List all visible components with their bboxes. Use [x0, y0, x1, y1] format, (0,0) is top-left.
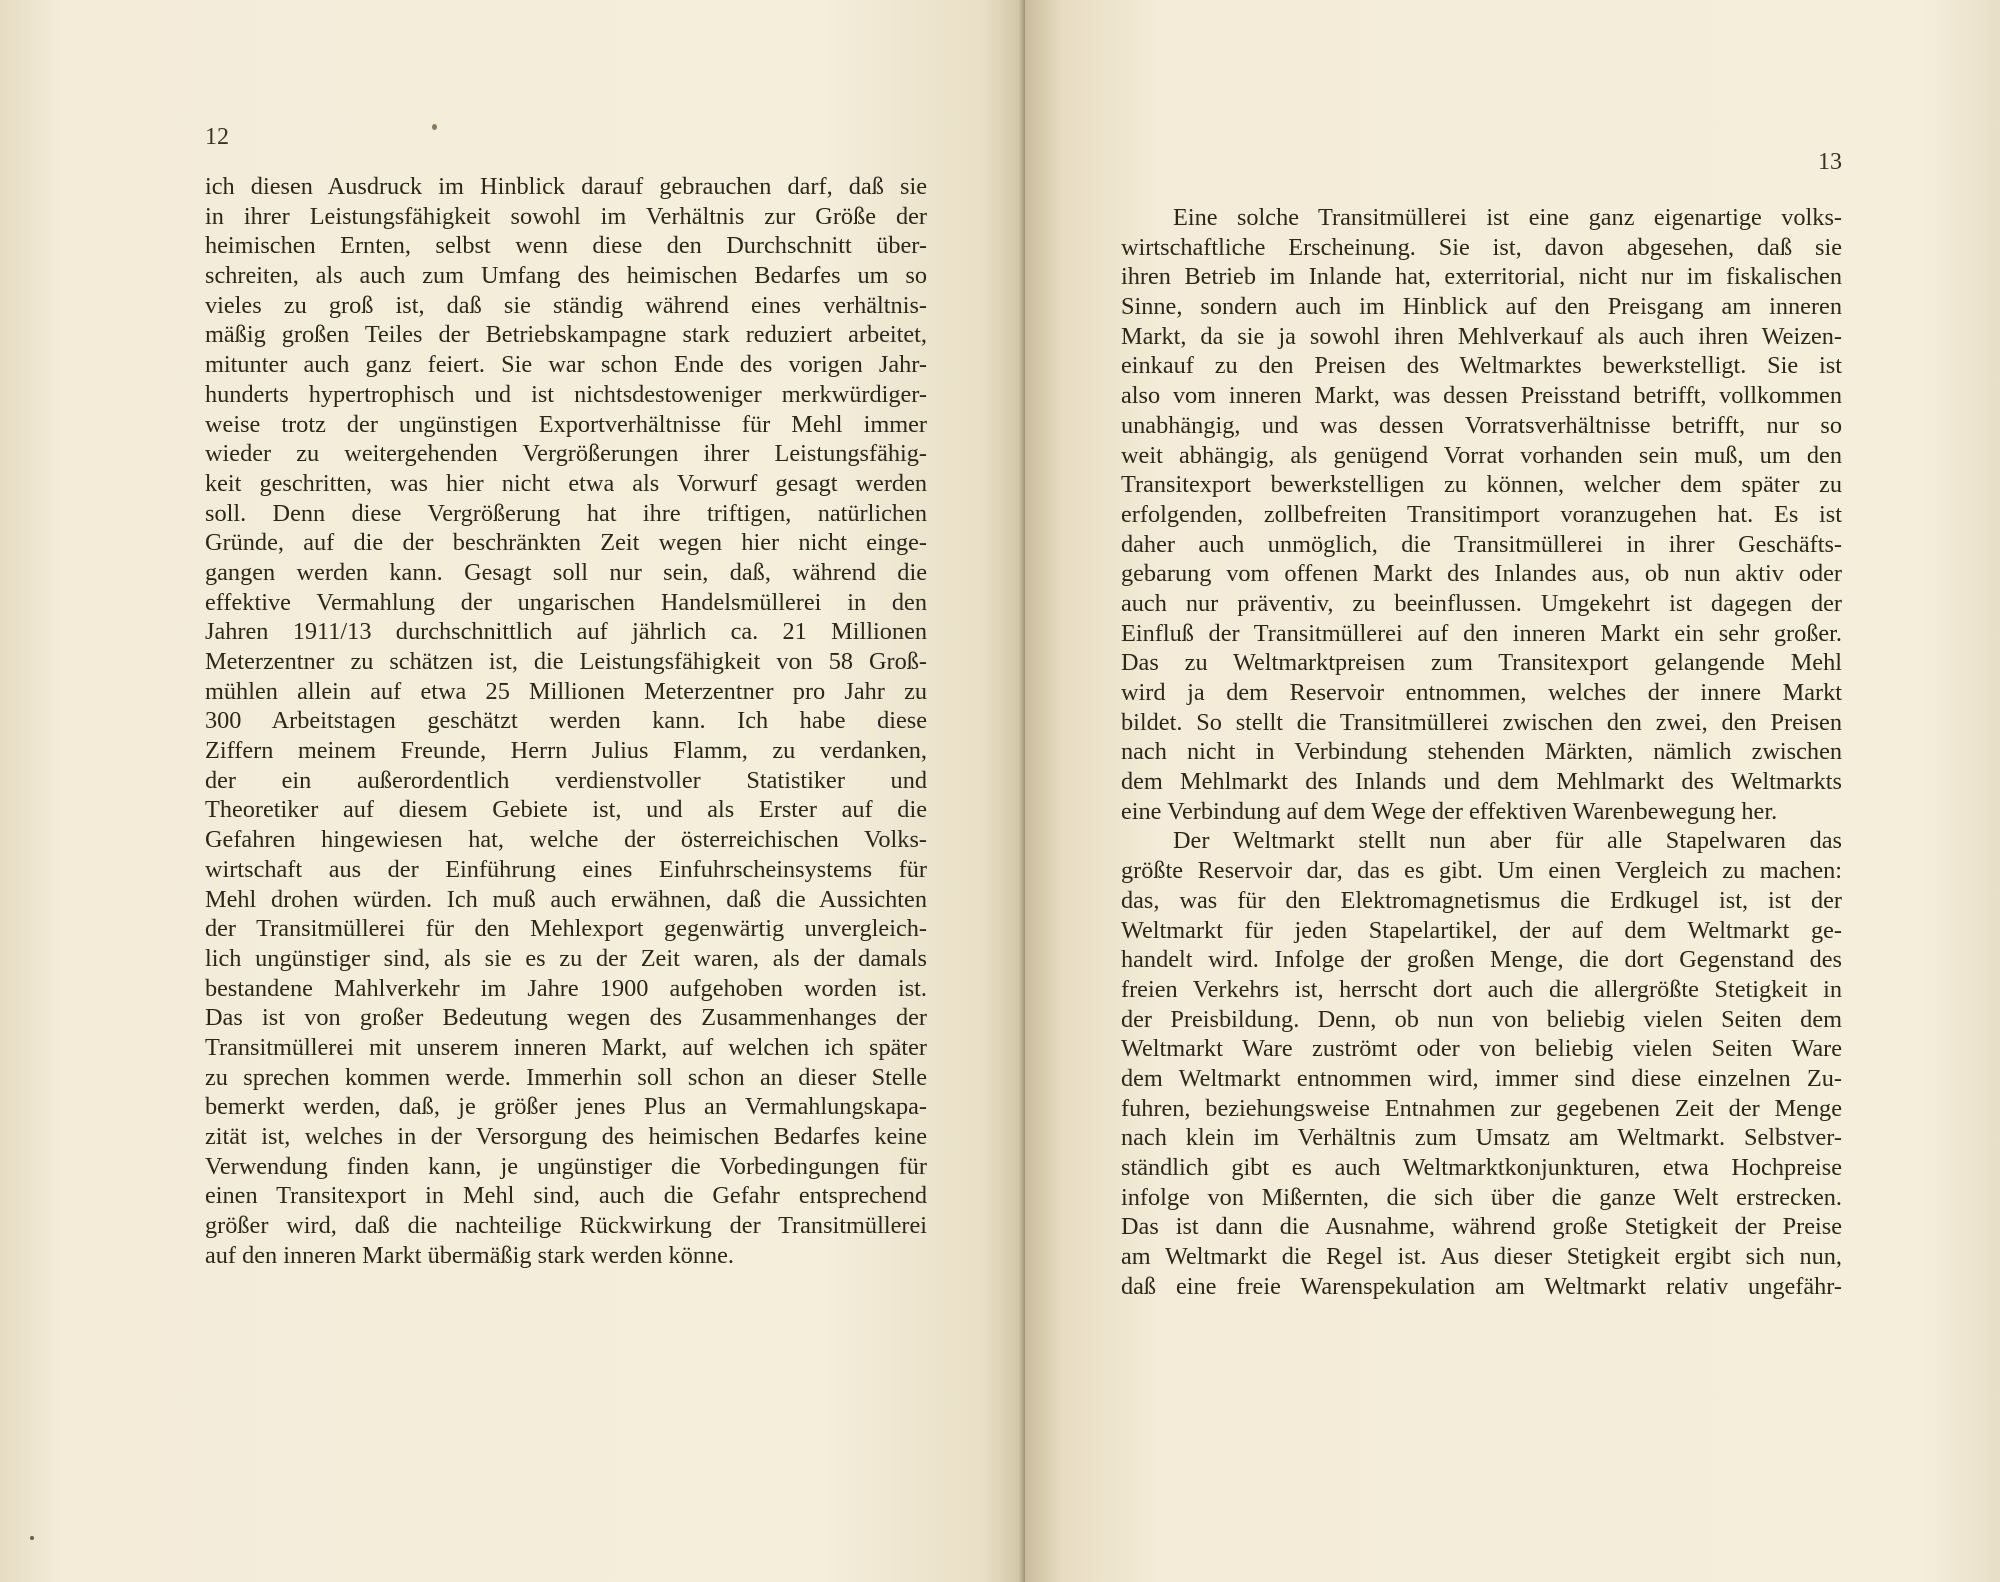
- text-line: zität ist, welches in der Versorgung des heimischen Bedarfes keine: [205, 1123, 927, 1150]
- text-line: Der Weltmarkt stellt nun aber für alle Stapelwaren das: [1173, 827, 1842, 855]
- text-line: der ein außerordentlich verdienstvoller Statistiker und: [205, 766, 927, 794]
- text-line: schreiten, als auch zum Umfang des heimischen Bedarfes um so: [205, 262, 927, 290]
- edge-mark: [30, 1536, 34, 1540]
- text-line: infolge von Mißernten, die sich über die ganze Welt erstrecken.: [1121, 1183, 1842, 1211]
- text-line: mäßig großen Teiles der Betriebskampagne stark reduziert arbeitet,: [205, 321, 927, 349]
- text-line: mitunter auch ganz feiert. Sie war schon Ende des vorigen Jahr-: [205, 351, 927, 379]
- text-line: weit abhängig, als genügend Vorrat vorhanden sein muß, um den: [1121, 441, 1842, 469]
- text-line: bemerkt werden, daß, je größer jenes Plus an Vermahlungskapa-: [205, 1093, 927, 1121]
- page-number-right: 13: [1818, 149, 1842, 175]
- text-line: der Preisbildung. Denn, ob nun von beliebig vielen Seiten dem: [1121, 1005, 1842, 1033]
- text-line: Einfluß der Transitmüllerei auf den inneren Markt ein sehr großer.: [1121, 619, 1842, 647]
- text-line: fuhren, beziehungsweise Entnahmen zur gegebenen Zeit der Menge: [1121, 1094, 1842, 1122]
- text-line: also vom inneren Markt, was dessen Preisstand betrifft, vollkommen: [1121, 382, 1842, 410]
- text-line: wieder zu weitergehenden Vergrößerungen ihrer Leistungsfähig-: [205, 440, 927, 468]
- text-line: Gefahren hingewiesen hat, welche der österreichischen Volks-: [205, 826, 927, 854]
- text-line: Gründe, auf die der beschränkten Zeit wegen hier nicht einge-: [205, 529, 927, 557]
- text-line: bestandene Mahlverkehr im Jahre 1900 aufgehoben worden ist.: [205, 974, 927, 1002]
- text-line: am Weltmarkt die Regel ist. Aus dieser Stetigkeit ergibt sich nun,: [1121, 1243, 1842, 1271]
- text-line: Markt, da sie ja sowohl ihren Mehlverkauf als auch ihren Weizen-: [1121, 322, 1842, 350]
- text-line: zu sprechen kommen werde. Immerhin soll schon an dieser Stelle: [205, 1063, 927, 1091]
- text-line: Transitmüllerei mit unserem inneren Markt, auf welchen ich später: [205, 1033, 927, 1061]
- text-line: größte Reservoir dar, das es gibt. Um einen Vergleich zu machen:: [1121, 857, 1842, 885]
- text-line: Sinne, sondern auch im Hinblick auf den Preisgang am inneren: [1121, 293, 1842, 321]
- text-line: in ihrer Leistungsfähigkeit sowohl im Verhältnis zur Größe der: [205, 202, 927, 230]
- left-page-text: [205, 172, 927, 1270]
- text-line: ich diesen Ausdruck im Hinblick darauf gebrauchen darf, daß sie: [205, 173, 927, 200]
- text-line: Mehl drohen würden. Ich muß auch erwähnen, daß die Aussichten: [205, 885, 927, 913]
- text-line: ihren Betrieb im Inlande hat, exterritorial, nicht nur im fiskalischen: [1121, 263, 1842, 291]
- text-line: freien Verkehrs ist, herrscht dort auch die allergrößte Stetigkeit in: [1121, 975, 1842, 1003]
- text-line: Transitexport bewerkstelligen zu können, welcher dem später zu: [1121, 471, 1842, 499]
- text-line: Eine solche Transitmüllerei ist eine ganz eigenartige volks-: [1173, 204, 1842, 231]
- text-line: Das ist dann die Ausnahme, während große Stetigkeit der Preise: [1121, 1213, 1842, 1241]
- text-line: Ziffern meinem Freunde, Herrn Julius Flamm, zu verdanken,: [205, 737, 927, 765]
- text-line: Weltmarkt für jeden Stapelartikel, der auf dem Weltmarkt ge-: [1121, 916, 1842, 944]
- ink-speck: [432, 124, 437, 130]
- text-line: das, was für den Elektromagnetismus die Erdkugel ist, ist der: [1121, 886, 1842, 914]
- text-line: auch nur präventiv, zu beeinflussen. Umgekehrt ist dagegen der: [1121, 589, 1842, 617]
- right-page: [1025, 0, 2000, 1582]
- text-line: Theoretiker auf diesem Gebiete ist, und als Erster auf die: [205, 796, 927, 824]
- text-line: unabhängig, und was dessen Vorratsverhältnisse betrifft, nur so: [1121, 411, 1842, 439]
- text-line: Das ist von großer Bedeutung wegen des Zusammenhanges der: [205, 1004, 927, 1032]
- text-line: Meterzentner zu schätzen ist, die Leistungsfähigkeit von 58 Groß-: [205, 648, 927, 675]
- text-line: gebarung vom offenen Markt des Inlandes aus, ob nun aktiv oder: [1121, 560, 1842, 588]
- page-number-left: 12: [205, 124, 229, 150]
- text-line: auf den inneren Markt übermäßig stark werden könne.: [205, 1241, 734, 1269]
- text-line: heimischen Ernten, selbst wenn diese den Durchschnitt über-: [205, 232, 927, 260]
- text-line: Das zu Weltmarktpreisen zum Transitexport gelangende Mehl: [1121, 649, 1842, 677]
- text-line: lich ungünstiger sind, als sie es zu der Zeit waren, als der damals: [205, 944, 927, 972]
- text-line: daher auch unmöglich, die Transitmüllerei in ihrer Geschäfts-: [1121, 530, 1842, 558]
- text-line: eine Verbindung auf dem Wege der effektiven Warenbewegung her.: [1121, 797, 1778, 825]
- text-line: erfolgenden, zollbefreiten Transitimport voranzugehen hat. Es ist: [1121, 500, 1842, 528]
- right-page-text: [1121, 203, 1842, 1301]
- text-line: der Transitmüllerei für den Mehlexport gegenwärtig unvergleich-: [205, 915, 927, 943]
- text-line: nach klein im Verhältnis zum Umsatz am Weltmarkt. Selbstver-: [1121, 1124, 1842, 1152]
- text-line: keit geschritten, was hier nicht etwa als Vorwurf gesagt werden: [205, 469, 927, 497]
- text-line: einen Transitexport in Mehl sind, auch die Gefahr entsprechend: [205, 1182, 927, 1210]
- text-line: nach nicht in Verbindung stehenden Märkten, nämlich zwischen: [1121, 738, 1842, 766]
- text-line: effektive Vermahlung der ungarischen Handelsmüllerei in den: [205, 588, 927, 616]
- text-line: Verwendung finden kann, je ungünstiger die Vorbedingungen für: [205, 1152, 927, 1180]
- text-line: bildet. So stellt die Transitmüllerei zwischen den zwei, den Preisen: [1121, 708, 1842, 736]
- text-line: ständlich gibt es auch Weltmarktkonjunkturen, etwa Hochpreise: [1121, 1154, 1842, 1181]
- text-line: Weltmarkt Ware zuströmt oder von beliebig vielen Seiten Ware: [1121, 1035, 1842, 1063]
- text-line: wirtschaftliche Erscheinung. Sie ist, davon abgesehen, daß sie: [1121, 233, 1842, 261]
- text-line: größer wird, daß die nachteilige Rückwirkung der Transitmüllerei: [205, 1212, 927, 1240]
- text-line: weise trotz der ungünstigen Exportverhältnisse für Mehl immer: [205, 410, 927, 438]
- text-line: einkauf zu den Preisen des Weltmarktes bewerkstelligt. Sie ist: [1121, 352, 1842, 380]
- text-line: 300 Arbeitstagen geschätzt werden kann. Ich habe diese: [205, 707, 927, 735]
- text-line: wird ja dem Reservoir entnommen, welches der innere Markt: [1121, 679, 1842, 706]
- text-line: vieles zu groß ist, daß sie ständig während eines verhältnis-: [205, 291, 927, 319]
- text-line: Jahren 1911/13 durchschnittlich auf jährlich ca. 21 Millionen: [205, 618, 927, 646]
- text-line: mühlen allein auf etwa 25 Millionen Meterzentner pro Jahr zu: [205, 677, 927, 705]
- text-line: hunderts hypertrophisch und ist nichtsdestoweniger merkwürdiger-: [205, 380, 927, 408]
- text-line: daß eine freie Warenspekulation am Weltmarkt relativ ungefähr-: [1121, 1272, 1842, 1300]
- text-line: gangen werden kann. Gesagt soll nur sein, daß, während die: [205, 558, 927, 586]
- text-line: dem Weltmarkt entnommen wird, immer sind diese einzelnen Zu-: [1121, 1064, 1842, 1092]
- text-line: soll. Denn diese Vergrößerung hat ihre triftigen, natürlichen: [205, 499, 927, 527]
- text-line: dem Mehlmarkt des Inlands und dem Mehlmarkt des Weltmarkts: [1121, 768, 1842, 796]
- text-line: handelt wird. Infolge der großen Menge, die dort Gegenstand des: [1121, 946, 1842, 974]
- text-line: wirtschaft aus der Einführung eines Einfuhrscheinsystems für: [205, 855, 927, 883]
